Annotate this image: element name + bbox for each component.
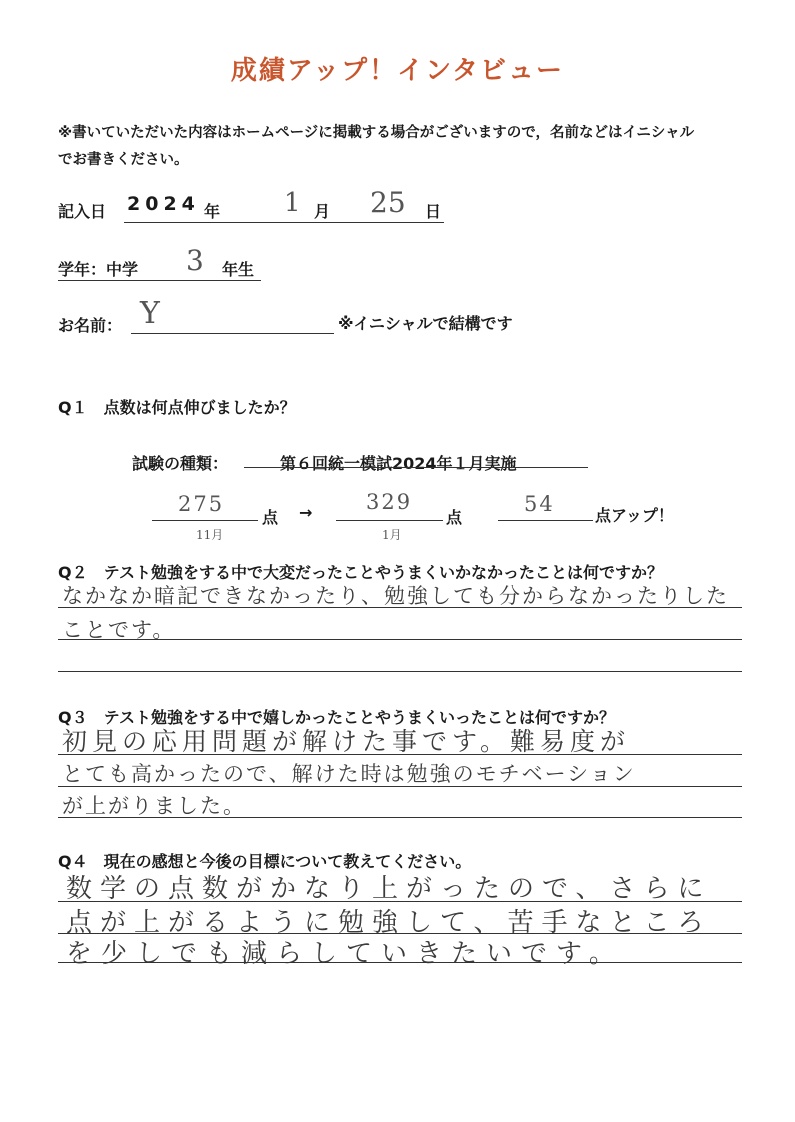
grade-value[interactable]: 3 — [186, 244, 204, 277]
name-value[interactable]: Y — [140, 296, 160, 331]
arrow: → — [299, 503, 313, 522]
q1-heading: Q１ 点数は何点伸びましたか？ — [58, 398, 296, 417]
q2-rule-2 — [58, 639, 742, 640]
notice-text — [58, 120, 694, 174]
exam-underline — [244, 467, 588, 468]
grade-unit: 年生 — [222, 260, 255, 279]
q3-rule-2 — [58, 786, 742, 787]
q3-answer-line-2[interactable]: とても高かったので、解けた時は勉強のモチベーション — [62, 762, 636, 786]
q2-heading: Q２ テスト勉強をする中で大変だったことやうまくいかなかったことは何ですか？ — [58, 563, 663, 582]
date-underline — [124, 222, 444, 223]
after-month: 1月 — [382, 528, 402, 542]
q3-rule-3 — [58, 817, 742, 818]
q2-rule-3 — [58, 671, 742, 672]
name-label: お名前： — [58, 316, 123, 335]
grade-underline — [58, 280, 261, 281]
point-label-2: 点 — [446, 508, 463, 527]
before-score[interactable]: 275 — [178, 492, 225, 516]
q4-answer-line-1[interactable]: 数学の点数がかなり上がったので、さらに — [66, 874, 712, 904]
notice-line-2: でお書きください。 — [58, 152, 189, 168]
q4-answer-line-2[interactable]: 点が上がるように勉強して、苦手なところ — [66, 908, 712, 938]
notice-line-1: ※書いていただいた内容はホームページに掲載する場合がございますので，名前などはイニシャル — [58, 125, 695, 141]
q4-answer-line-3[interactable]: を少しでも減らしていきたいです。 — [66, 939, 624, 969]
q3-answer-line-1[interactable]: 初見の応用問題が解けた事です。難易度が — [62, 727, 631, 756]
date-day-unit: 日 — [425, 202, 442, 221]
before-underline — [152, 520, 258, 521]
q3-answer-line-3[interactable]: が上がりました。 — [62, 794, 246, 818]
q2-rule-1 — [58, 607, 742, 608]
after-score[interactable]: 329 — [366, 490, 413, 514]
point-label-1: 点 — [262, 508, 279, 527]
page-title: 成績アップ！インタビュー — [230, 56, 565, 86]
q4-rule-3 — [58, 962, 742, 963]
q2-answer-line-2[interactable]: ことです。 — [62, 618, 176, 642]
name-note: ※イニシャルで結構です — [338, 314, 513, 333]
up-score[interactable]: 54 — [524, 492, 555, 516]
date-year[interactable]: 2024 — [127, 193, 200, 215]
exam-value: 第６回統一模試2024年１月実施 — [280, 454, 517, 473]
date-label: 記入日 — [58, 202, 107, 221]
exam-label: 試験の種類： — [132, 454, 229, 473]
q4-heading: Q４ 現在の感想と今後の目標について教えてください。 — [58, 852, 472, 871]
date-year-unit: 年 — [204, 202, 221, 221]
q2-answer-line-1[interactable]: なかなか暗記できなかったり、勉強しても分からなかったりした — [62, 584, 729, 608]
before-month: 11月 — [196, 528, 224, 542]
date-month-unit: 月 — [314, 202, 331, 221]
up-underline — [498, 520, 593, 521]
date-month[interactable]: 1 — [284, 188, 301, 218]
q3-rule-1 — [58, 754, 742, 755]
name-underline — [131, 333, 334, 334]
date-day[interactable]: 25 — [370, 186, 406, 219]
q3-heading: Q３ テスト勉強をする中で嬉しかったことやうまくいったことは何ですか？ — [58, 708, 615, 727]
after-underline — [336, 520, 443, 521]
grade-label: 学年：中学 — [58, 260, 139, 279]
up-label: 点アップ！ — [595, 506, 674, 525]
